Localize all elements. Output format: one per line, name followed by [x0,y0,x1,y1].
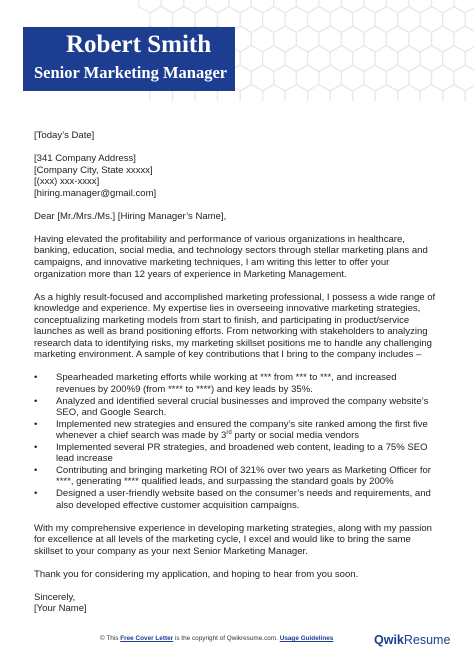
experience-paragraph: As a highly result-focused and accomplished marketing professional, I possess a wide range of knowledge and experience. My expertise lies in overseeing innovative marketing strategies, conceptualizing marketing models from start to finish, and participating in product/service launches as well as brand positioning efforts. From networking with stakeholders to analyzing research data to identifying risks, my marketing skillset positions me to handle any challenging marketing environment. A sample of key contributions that I bring to the company includes – [34,291,436,361]
address-line: [341 Company Address] [34,153,136,165]
hexagon-shape [184,0,207,13]
list-item: • Contributing and bringing marketing ROI of 321% over two years as Marketing Officer for ****, generating **** qualified leads, and surpassing the standard goals by 200% [34,464,431,488]
letter-date: [Today’s Date] [34,130,95,141]
hexagon-shape [443,85,466,102]
list-item: • Analyzed and identified several crucial businesses and improved the company website’s SEO, and Google Search. [34,395,429,419]
bullet-icon: • [34,395,38,407]
hexagon-shape [364,0,387,13]
signature: [Your Name] [34,603,87,615]
address-line: [Company City, State xxxxx] [34,164,153,176]
hexagon-shape [398,85,421,102]
list-item: • Spearheaded marketing efforts while working at *** from *** to ***, and increased revenues by 200%9 (from **** to ****) and key leads by 35%. [34,372,397,396]
letter-header [0,0,474,101]
hexagon-shape [240,85,263,102]
candidate-name: Robert Smith [66,31,212,58]
list-item: • Implemented several PR strategies, and broadened web content, leading to a 75% SEO lead increase [34,441,428,465]
hexagon-shape [432,0,455,13]
hexagon-shape [206,0,229,13]
hexagon-shape [409,0,432,13]
bullet-icon: • [34,372,38,384]
recipient-address [34,153,450,199]
intro-paragraph: Having elevated the profitability and performance of various organizations in healthcare, banking, education, social media, and technology sectors through stellar marketing plans and campaigns, and innovative marketing techniques, I am writing this letter to offer your organization more than 12 years of experience in Marketing Management. [34,233,428,280]
address-line: [(xxx) xxx-xxxx] [34,176,100,188]
bullet-icon: • [34,464,38,476]
hexagon-shape [229,0,252,13]
list-item: • Implemented new strategies and ensured the company’s site ranked among the first five whenever a chief search was made by 3rd party or social media vendors [34,418,428,442]
hexagon-shape [454,0,474,13]
hexagon-shape [341,0,364,13]
hexagon-shape [319,0,342,13]
brand-logo: QwikResume [374,633,451,647]
usage-guidelines-link[interactable]: Usage Guidelines [279,635,334,642]
hexagon-shape [465,85,474,102]
hexagon-shape [251,0,273,13]
address-line: [hiring.manager@gmail.com] [34,187,157,199]
copyright-notice: © This Free Cover Letter is the copyright of Qwikresume.com. Usage Guidelines [100,635,334,642]
hexagon-shape [308,85,331,102]
hexagon-shape [296,0,319,13]
hexagon-shape [386,0,409,13]
signoff: Sincerely, [34,591,76,603]
letter-body [34,130,450,615]
candidate-role: Senior Marketing Manager [34,63,228,82]
hexagon-shape [353,85,376,102]
closing-paragraph: With my comprehensive experience in developing marketing strategies, along with my passion for excellence at all levels of the marketing cycle, I excel and would like to bring the same skillset to your company as your next Senior Marketing Manager. [34,522,432,557]
hexagon-shape [330,85,353,102]
bullet-icon: • [34,418,38,430]
list-item: • Designed a user-friendly website based on the consumer’s needs and requirements, and also developed effective customer acquisition campaigns. [34,487,431,511]
bullet-icon: • [34,441,38,453]
hexagon-shape [375,85,398,102]
contributions-list [34,372,450,511]
thanks-line: Thank you for considering my application, and hoping to hear from you soon. [34,568,359,580]
hexagon-shape [274,0,297,13]
hexagon-shape [420,85,443,102]
page-footer [0,633,474,649]
bullet-icon: • [34,487,38,499]
hexagon-shape [161,0,184,13]
hexagon-shape [139,0,162,13]
free-cover-letter-link[interactable]: Free Cover Letter [120,635,174,642]
hexagon-shape [263,85,286,102]
greeting: Dear [Mr./Mrs./Ms.] [Hiring Manager’s Name], [34,210,227,222]
signoff-block [34,592,450,615]
hexagon-shape [285,85,308,102]
